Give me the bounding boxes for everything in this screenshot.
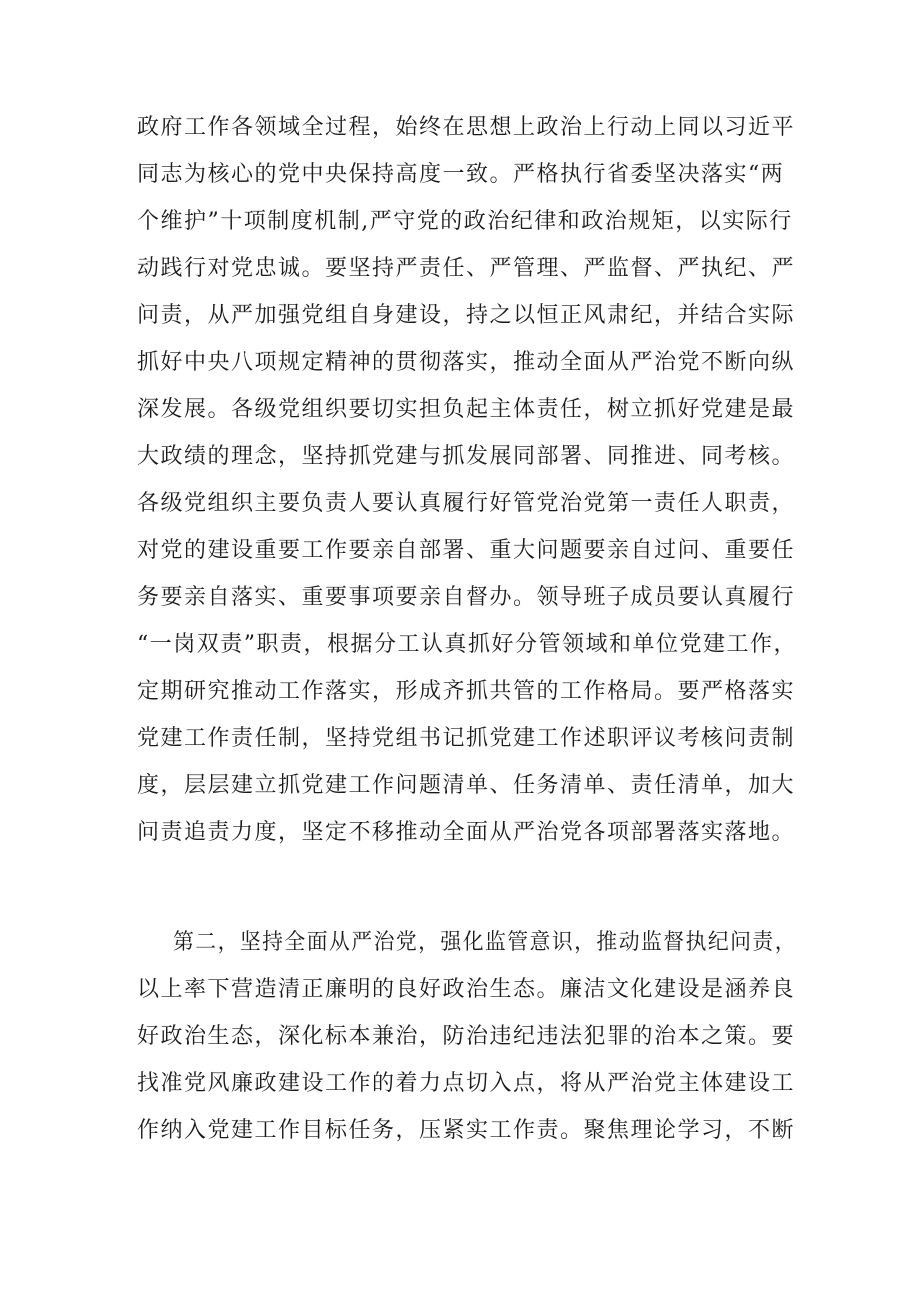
paragraph-line: 个维护”十项制度机制,严守党的政治纪律和政治规矩，以实际行 (137, 209, 793, 234)
paragraph-line: 定期研究推动工作落实，形成齐抓共管的工作格局。要严格落实 (137, 679, 796, 704)
paragraph-line: 动践行对党忠诚。要坚持严责任、严管理、严监督、严执纪、严 (137, 256, 796, 281)
paragraph-line: 深发展。各级党组织要切实担负起主体责任，树立抓好党建是最 (137, 397, 796, 422)
paragraph-line: 同志为核心的党中央保持高度一致。严格执行省委坚决落实“两 (137, 162, 785, 187)
paragraph-line: 各级党组织主要负责人要认真履行好管党治党第一责任人职责， (137, 491, 796, 516)
paragraph-line: 问责追责力度，坚定不移推动全面从严治党各项部署落实落地。 (137, 820, 796, 845)
paragraph-line: “一岗双责”职责，根据分工认真抓好分管领域和单位党建工作， (137, 632, 797, 657)
paragraph-line: 政府工作各领域全过程，始终在思想上政治上行动上同以习近平 (137, 115, 796, 140)
paragraph-line-indented: 第二，坚持全面从严治党，强化监管意识，推动监督执纪问责， (173, 930, 797, 955)
paragraph-line: 抓好中央八项规定精神的贯彻落实，推动全面从严治党不断向纵 (137, 350, 796, 375)
paragraph-line: 问责，从严加强党组自身建设，持之以恒正风肃纪，并结合实际 (137, 303, 796, 328)
paragraph-line: 找准党风廉政建设工作的着力点切入点，将从严治党主体建设工 (137, 1071, 796, 1096)
paragraph-line: 作纳入党建工作目标任务，压紧实工作责。聚焦理论学习，不断 (137, 1118, 796, 1143)
paragraph-line: 党建工作责任制，坚持党组书记抓党建工作述职评议考核问责制 (137, 726, 796, 751)
paragraph-line: 以上率下营造清正廉明的良好政治生态。廉洁文化建设是涵养良 (137, 977, 796, 1002)
paragraph-line: 好政治生态，深化标本兼治，防治违纪违法犯罪的治本之策。要 (137, 1024, 796, 1049)
paragraph-line: 务要亲自落实、重要事项要亲自督办。领导班子成员要认真履行 (137, 585, 796, 610)
paragraph-line: 大政绩的理念，坚持抓党建与抓发展同部署、同推进、同考核。 (137, 444, 796, 469)
paragraph-line: 度，层层建立抓党建工作问题清单、任务清单、责任清单，加大 (137, 773, 796, 798)
paragraph-line: 对党的建设重要工作要亲自部署、重大问题要亲自过问、重要任 (137, 538, 796, 563)
